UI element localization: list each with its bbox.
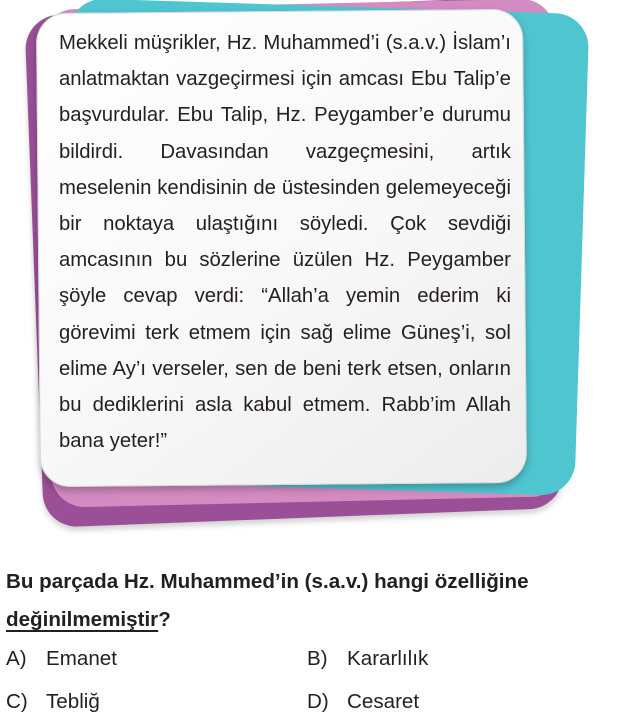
question-stem (6, 563, 611, 639)
question-end: ? (158, 608, 171, 631)
option-c-text: Tebliğ (46, 690, 100, 713)
passage-text: Mekkeli müşrikler, Hz. Muhammed’i (s.a.v.) İslam’ı anlatmaktan vazgeçirmesi için amcası Ebu Talip’e başvurdular. Ebu Talip, Hz. Peygamber’e durumu bildirdi. Davasından vazgeçmesini, artık meselenin kendisinin de üstesinden gelemeyeceği bir noktaya ulaştığını söyledi. Çok sevdiği amcasının bu sözlerine üzülen Hz. Peygamber şöyle cevap verdi: “Allah’a yemin ederim ki görevimi terk etmem için sağ elime Güneş’i, sol elime Ay’ı verseler, sen de beni terk etsen, onların bu dediklerini asla kabul etmem. Rabb’im Allah bana yeter!” (58, 31, 511, 453)
option-b-text: Kararlılık (347, 647, 429, 670)
option-b[interactable] (307, 646, 428, 672)
option-d-letter: D) (307, 690, 329, 713)
option-c-letter: C) (6, 690, 28, 713)
option-d[interactable] (307, 689, 419, 715)
question-text: Bu parçada Hz. Muhammed’in (s.a.v.) hangi özelliğine (6, 570, 529, 593)
passage-card (36, 9, 527, 487)
option-c[interactable] (6, 689, 100, 715)
option-a-letter: A) (6, 647, 27, 670)
question-emphasis: değinilmemiştir (6, 608, 159, 631)
option-b-letter: B) (307, 647, 328, 670)
option-d-text: Cesaret (347, 690, 420, 713)
option-a[interactable] (6, 646, 117, 672)
option-a-text: Emanet (46, 647, 117, 670)
